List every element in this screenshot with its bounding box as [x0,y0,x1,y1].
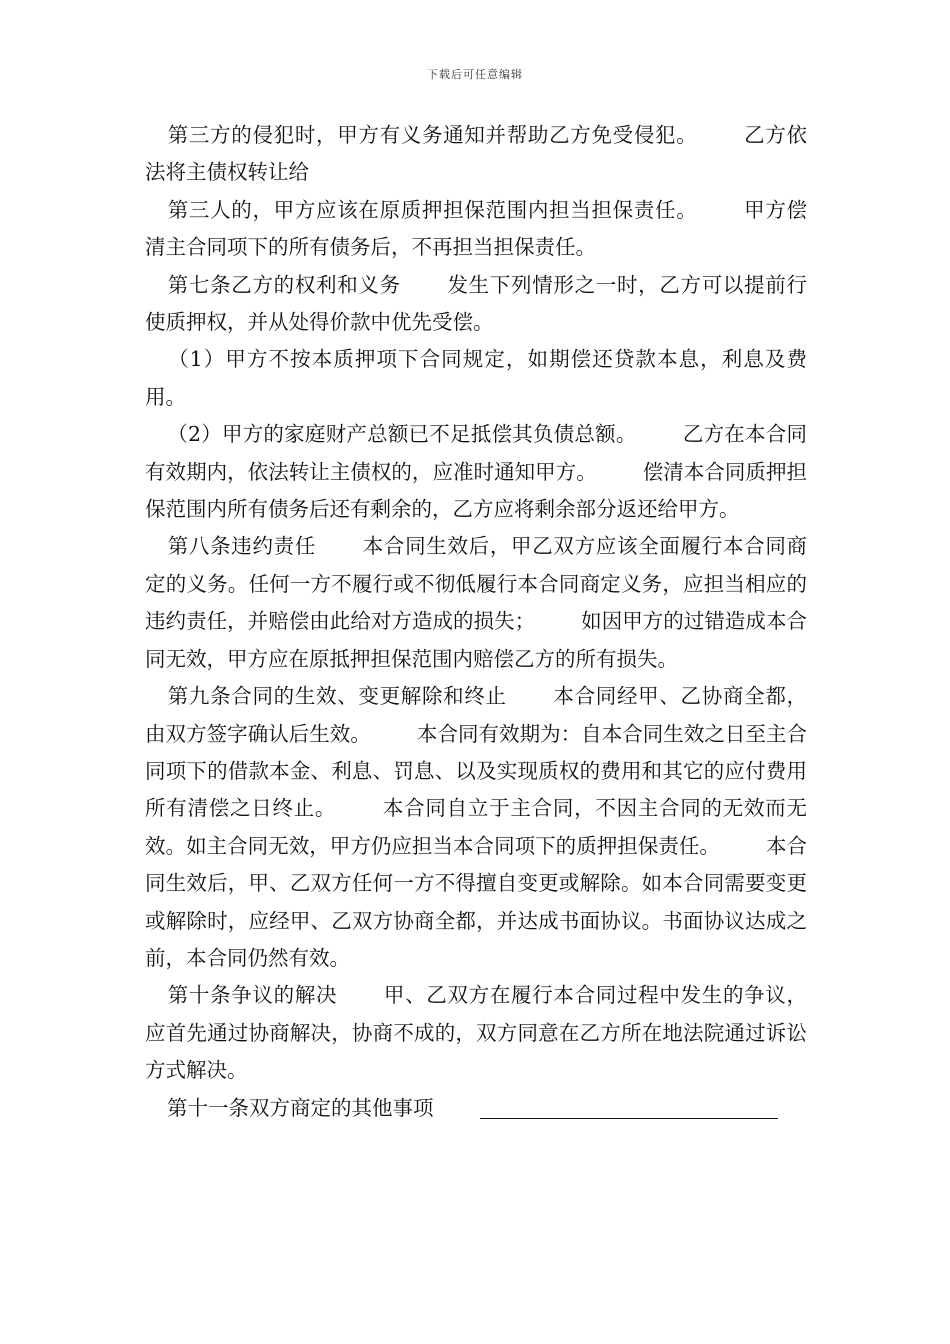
article-heading: 第八条违约责任 [167,534,317,559]
article-10-dispute-resolution [145,977,807,1089]
text-segment: （2）甲方的家庭财产总额已不足抵偿其负债总额。 [167,422,637,447]
article-heading: 第七条乙方的权利和义务 [167,272,401,297]
article-9-effectiveness [145,678,807,977]
text-segment: 本合同生效后，甲、乙双方任何一方不得擅自变更或解除。如本合同需要变更或解除时，应经甲、乙双方协商全都，并达成书面协议。书面协议达成之前，本合同仍然有效。 [145,833,808,970]
article-heading: 第十一条双方商定的其他事项 [167,1095,434,1120]
article-7-item-1 [145,341,807,416]
contract-body [145,117,807,1127]
text-segment: 第三人的，甲方应该在原质押担保范围内担当担保责任。 [167,197,698,222]
blank-fill-line[interactable] [480,1096,778,1119]
text-segment: 甲方偿清主合同项下的所有债务后，不再担当担保责任。 [145,197,808,260]
paragraph-third-party-infringement [145,117,807,192]
article-7-item-2 [145,416,807,528]
text-segment: 甲、乙双方在履行本合同过程中发生的争议，应首先通过协商解决，协商不成的，双方同意在乙方所在地法院通过诉讼方式解决。 [145,983,808,1083]
text-segment: 如因甲方的过错造成本合同无效，甲方应在原抵押担保范围内赔偿乙方的所有损失。 [145,609,808,671]
text-segment: 本合同有效期为：自本合同生效之日至主合同项下的借款本金、利息、罚息、以及实现质权的费用和其它的应付费用所有清偿之日终止。 [145,721,808,821]
text-segment: 乙方依法将主债权转让给 [145,123,808,185]
text-segment: 本合同生效后，甲乙双方应该全面履行本合同商定的义务。任何一方不履行或不彻低履行本合同商定义务，应担当相应的违约责任，并赔偿由此给对方造成的损失； [145,534,808,634]
text-segment: 本合同经甲、乙协商全都，由双方签字确认后生效。 [145,684,808,746]
text-segment: （1）甲方不按本质押项下合同规定，如期偿还贷款本息，利息及费用。 [145,347,807,409]
page-header-note: 下载后可任意编辑 [427,68,523,81]
text-segment: 本合同自立于主合同，不因主合同的无效而无效。如主合同无效，甲方仍应担当本合同项下的质押担保责任。 [145,796,807,858]
article-heading: 第九条合同的生效、变更解除和终止 [167,684,507,709]
article-8-breach-liability [145,528,807,678]
text-segment: 偿清本合同质押担保范围内所有债务后还有剩余的，乙方应将剩余部分返还给甲方。 [145,459,808,522]
text-segment: 第三方的侵犯时，甲方有义务通知并帮助乙方免受侵犯。 [167,123,698,147]
article-heading: 第十条争议的解决 [167,983,338,1008]
article-11-other-matters [145,1090,807,1127]
text-segment: 发生下列情形之一时，乙方可以提前行使质押权，并从处得价款中优先受偿。 [145,272,808,335]
article-7-rights-obligations [145,267,807,342]
text-segment: 乙方在本合同有效期内，依法转让主债权的，应准时通知甲方。 [145,422,807,484]
paragraph-third-person-transfer [145,192,807,267]
